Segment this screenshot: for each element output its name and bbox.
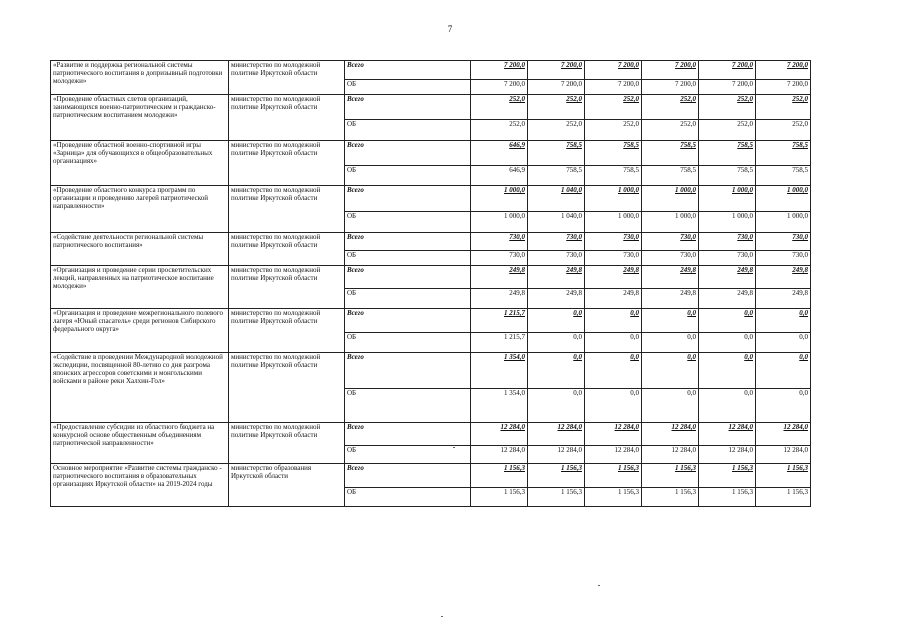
- total-amount-cell: 1 156,3: [471, 464, 528, 488]
- ob-amount-cell: 252,0: [585, 120, 642, 141]
- ob-amount-cell: 730,0: [756, 251, 811, 266]
- ob-amount-cell: 1 000,0: [699, 212, 756, 233]
- source-total-label: Всего: [345, 423, 471, 446]
- ob-amount-cell: 758,5: [585, 166, 642, 186]
- activity-name-cell: «Организация и проведение межрегионального полевого лагеря «Юный спасатель» среди регионов Сибирского федерального округа»: [51, 309, 229, 353]
- table-row: [51, 464, 811, 488]
- ob-amount-cell: 12 284,0: [528, 446, 585, 464]
- total-amount-cell: 0,0: [585, 353, 642, 389]
- ob-amount-cell: 1 156,3: [756, 488, 811, 507]
- activity-name-cell: «Развитие и поддержка региональной системы патриотического воспитания в допризывный подготовки молодежи»: [51, 61, 229, 95]
- ob-amount-cell: 249,8: [528, 289, 585, 309]
- total-amount-cell: 252,0: [642, 95, 699, 120]
- total-amount-cell: 249,8: [642, 266, 699, 289]
- total-amount-cell: 252,0: [471, 95, 528, 120]
- table-row: [51, 95, 811, 120]
- activity-name-cell: «Организация и проведение серии просветительских лекций, направленных на патриотическое воспитание молодежи»: [51, 266, 229, 309]
- total-amount-cell: 730,0: [528, 233, 585, 251]
- ob-amount-cell: 1 156,3: [699, 488, 756, 507]
- total-amount-cell: 12 284,0: [699, 423, 756, 446]
- ob-amount-cell: 7 200,0: [528, 80, 585, 95]
- ob-amount-cell: 252,0: [756, 120, 811, 141]
- ob-amount-cell: 249,8: [471, 289, 528, 309]
- ob-amount-cell: 7 200,0: [585, 80, 642, 95]
- total-amount-cell: 1 000,0: [756, 186, 811, 212]
- ob-amount-cell: 758,5: [756, 166, 811, 186]
- total-amount-cell: 7 200,0: [699, 61, 756, 80]
- total-amount-cell: 1 156,3: [699, 464, 756, 488]
- total-amount-cell: 0,0: [528, 309, 585, 333]
- ob-amount-cell: 0,0: [756, 333, 811, 353]
- source-ob-label: ОБ: [345, 120, 471, 141]
- table-row: [51, 266, 811, 289]
- source-total-label: Всего: [345, 266, 471, 289]
- ob-amount-cell: 0,0: [642, 333, 699, 353]
- ob-amount-cell: 252,0: [699, 120, 756, 141]
- total-amount-cell: 730,0: [585, 233, 642, 251]
- total-amount-cell: 758,5: [642, 141, 699, 166]
- total-amount-cell: 7 200,0: [585, 61, 642, 80]
- ob-amount-cell: 12 284,0: [585, 446, 642, 464]
- ob-amount-cell: 249,8: [642, 289, 699, 309]
- total-amount-cell: 1 156,3: [528, 464, 585, 488]
- ob-amount-cell: 0,0: [756, 389, 811, 423]
- total-amount-cell: 7 200,0: [642, 61, 699, 80]
- executor-cell: министерство по молодежной политике Иркутской области: [229, 233, 345, 266]
- total-amount-cell: 249,8: [585, 266, 642, 289]
- table-row: [51, 423, 811, 446]
- ob-amount-cell: 730,0: [699, 251, 756, 266]
- activity-name-cell: «Предоставление субсидии из областного бюджета на конкурсной основе общественным объединениям патриотической направленности»: [51, 423, 229, 464]
- scan-speck: [598, 585, 600, 586]
- total-amount-cell: 12 284,0: [471, 423, 528, 446]
- ob-amount-cell: 249,8: [699, 289, 756, 309]
- table-row: [51, 233, 811, 251]
- total-amount-cell: 758,5: [756, 141, 811, 166]
- total-amount-cell: 1 215,7: [471, 309, 528, 333]
- ob-amount-cell: 0,0: [699, 333, 756, 353]
- executor-cell: министерство по молодежной политике Иркутской области: [229, 186, 345, 233]
- activity-name-cell: «Содействие в проведении Международной молодежной экспедиции, посвященной 80-летию со дня разгрома японских агрессоров советскими и монгольскими войсками в районе реки Халхин-Гол»: [51, 353, 229, 423]
- activity-name-cell: «Проведение областных слетов организаций, занимающихся военно-патриотическим и гражданско-патриотическим воспитанием молодежи»: [51, 95, 229, 141]
- source-ob-label: ОБ: [345, 251, 471, 266]
- source-ob-label: ОБ: [345, 289, 471, 309]
- ob-amount-cell: 730,0: [642, 251, 699, 266]
- total-amount-cell: 0,0: [642, 309, 699, 333]
- ob-amount-cell: 0,0: [528, 333, 585, 353]
- total-amount-cell: 12 284,0: [528, 423, 585, 446]
- total-amount-cell: 1 354,0: [471, 353, 528, 389]
- table-row: [51, 353, 811, 389]
- total-amount-cell: 730,0: [756, 233, 811, 251]
- source-ob-label: ОБ: [345, 389, 471, 423]
- total-amount-cell: 252,0: [585, 95, 642, 120]
- activity-name-cell: Основное мероприятие «Развитие системы гражданско - патриотического воспитания в образовательных организациях Иркутской области» на 2019-2024 годы: [51, 464, 229, 507]
- source-total-label: Всего: [345, 233, 471, 251]
- source-ob-label: ОБ: [345, 166, 471, 186]
- source-total-label: Всего: [345, 464, 471, 488]
- total-amount-cell: 758,5: [585, 141, 642, 166]
- total-amount-cell: 7 200,0: [471, 61, 528, 80]
- ob-amount-cell: 0,0: [585, 333, 642, 353]
- table-body: [51, 61, 811, 507]
- total-amount-cell: 7 200,0: [756, 61, 811, 80]
- source-ob-label: ОБ: [345, 212, 471, 233]
- ob-amount-cell: 758,5: [528, 166, 585, 186]
- ob-amount-cell: 1 156,3: [642, 488, 699, 507]
- total-amount-cell: 12 284,0: [585, 423, 642, 446]
- source-ob-label: ОБ: [345, 333, 471, 353]
- activity-name-cell: «Проведение областного конкурса программ по организации и проведению лагерей патриотической направленности»: [51, 186, 229, 233]
- ob-amount-cell: 252,0: [642, 120, 699, 141]
- total-amount-cell: 1 156,3: [756, 464, 811, 488]
- total-amount-cell: 758,5: [699, 141, 756, 166]
- table-row: [51, 309, 811, 333]
- scan-speck: [453, 447, 455, 448]
- total-amount-cell: 1 000,0: [699, 186, 756, 212]
- source-total-label: Всего: [345, 186, 471, 212]
- activity-name-cell: «Содействие деятельности региональной системы патриотического воспитания»: [51, 233, 229, 266]
- table-row: [51, 186, 811, 212]
- page-number: 7: [447, 24, 453, 34]
- ob-amount-cell: 1 040,0: [528, 212, 585, 233]
- total-amount-cell: 12 284,0: [756, 423, 811, 446]
- total-amount-cell: 0,0: [756, 309, 811, 333]
- ob-amount-cell: 1 000,0: [756, 212, 811, 233]
- ob-amount-cell: 12 284,0: [699, 446, 756, 464]
- ob-amount-cell: 0,0: [585, 389, 642, 423]
- ob-amount-cell: 1 156,3: [471, 488, 528, 507]
- source-ob-label: ОБ: [345, 488, 471, 507]
- ob-amount-cell: 1 000,0: [585, 212, 642, 233]
- ob-amount-cell: 730,0: [471, 251, 528, 266]
- total-amount-cell: 1 156,3: [585, 464, 642, 488]
- source-total-label: Всего: [345, 95, 471, 120]
- total-amount-cell: 730,0: [642, 233, 699, 251]
- executor-cell: министерство по молодежной политике Иркутской области: [229, 266, 345, 309]
- ob-amount-cell: 0,0: [528, 389, 585, 423]
- total-amount-cell: 1 000,0: [585, 186, 642, 212]
- total-amount-cell: 249,8: [471, 266, 528, 289]
- source-ob-label: ОБ: [345, 446, 471, 464]
- total-amount-cell: 7 200,0: [528, 61, 585, 80]
- total-amount-cell: 249,8: [699, 266, 756, 289]
- total-amount-cell: 1 156,3: [642, 464, 699, 488]
- total-amount-cell: 0,0: [642, 353, 699, 389]
- ob-amount-cell: 249,8: [756, 289, 811, 309]
- total-amount-cell: 12 284,0: [642, 423, 699, 446]
- total-amount-cell: 1 040,0: [528, 186, 585, 212]
- total-amount-cell: 0,0: [585, 309, 642, 333]
- total-amount-cell: 1 000,0: [471, 186, 528, 212]
- total-amount-cell: 252,0: [756, 95, 811, 120]
- source-total-label: Всего: [345, 353, 471, 389]
- total-amount-cell: 0,0: [528, 353, 585, 389]
- source-total-label: Всего: [345, 309, 471, 333]
- total-amount-cell: 0,0: [699, 309, 756, 333]
- ob-amount-cell: 730,0: [585, 251, 642, 266]
- ob-amount-cell: 0,0: [642, 389, 699, 423]
- executor-cell: министерство по молодежной политике Иркутской области: [229, 141, 345, 186]
- ob-amount-cell: 646,9: [471, 166, 528, 186]
- ob-amount-cell: 252,0: [471, 120, 528, 141]
- ob-amount-cell: 7 200,0: [642, 80, 699, 95]
- executor-cell: министерство по молодежной политике Иркутской области: [229, 61, 345, 95]
- table-row: [51, 141, 811, 166]
- ob-amount-cell: 0,0: [699, 389, 756, 423]
- total-amount-cell: 1 000,0: [642, 186, 699, 212]
- ob-amount-cell: 12 284,0: [642, 446, 699, 464]
- total-amount-cell: 730,0: [471, 233, 528, 251]
- source-total-label: Всего: [345, 61, 471, 80]
- budget-table: [50, 60, 811, 507]
- total-amount-cell: 249,8: [528, 266, 585, 289]
- executor-cell: министерство по молодежной политике Иркутской области: [229, 353, 345, 423]
- ob-amount-cell: 249,8: [585, 289, 642, 309]
- executor-cell: министерство по молодежной политике Иркутской области: [229, 309, 345, 353]
- ob-amount-cell: 252,0: [528, 120, 585, 141]
- ob-amount-cell: 12 284,0: [756, 446, 811, 464]
- ob-amount-cell: 7 200,0: [756, 80, 811, 95]
- source-total-label: Всего: [345, 141, 471, 166]
- ob-amount-cell: 12 284,0: [471, 446, 528, 464]
- executor-cell: министерство по молодежной политике Иркутской области: [229, 423, 345, 464]
- ob-amount-cell: 7 200,0: [699, 80, 756, 95]
- total-amount-cell: 0,0: [699, 353, 756, 389]
- executor-cell: министерство по молодежной политике Иркутской области: [229, 95, 345, 141]
- total-amount-cell: 730,0: [699, 233, 756, 251]
- total-amount-cell: 646,9: [471, 141, 528, 166]
- activity-name-cell: «Проведение областной военно-спортивной игры «Зарница» для обучающихся в общеобразовательных организациях»: [51, 141, 229, 186]
- total-amount-cell: 249,8: [756, 266, 811, 289]
- total-amount-cell: 758,5: [528, 141, 585, 166]
- table-row: [51, 61, 811, 80]
- ob-amount-cell: 1 000,0: [471, 212, 528, 233]
- ob-amount-cell: 1 156,3: [585, 488, 642, 507]
- ob-amount-cell: 1 000,0: [642, 212, 699, 233]
- total-amount-cell: 252,0: [528, 95, 585, 120]
- ob-amount-cell: 758,5: [699, 166, 756, 186]
- executor-cell: министерство образования Иркутской области: [229, 464, 345, 507]
- source-ob-label: ОБ: [345, 80, 471, 95]
- ob-amount-cell: 7 200,0: [471, 80, 528, 95]
- total-amount-cell: 0,0: [756, 353, 811, 389]
- ob-amount-cell: 730,0: [528, 251, 585, 266]
- total-amount-cell: 252,0: [699, 95, 756, 120]
- scan-speck: [441, 616, 443, 617]
- ob-amount-cell: 1 354,0: [471, 389, 528, 423]
- ob-amount-cell: 1 156,3: [528, 488, 585, 507]
- ob-amount-cell: 758,5: [642, 166, 699, 186]
- ob-amount-cell: 1 215,7: [471, 333, 528, 353]
